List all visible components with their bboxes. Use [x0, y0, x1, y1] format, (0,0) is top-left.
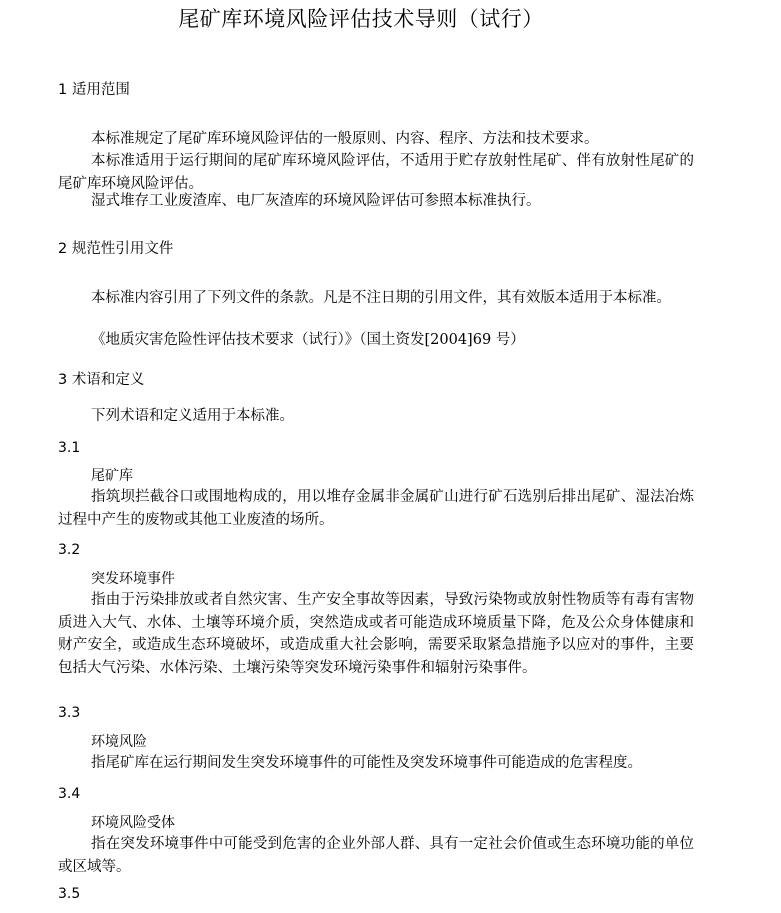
- document-title: 尾矿库环境风险评估技术导则（试行）: [178, 7, 544, 31]
- section-1-paragraph-1: 本标准规定了尾矿库环境风险评估的一般原则、内容、程序、方法和技术要求。: [91, 131, 599, 147]
- term-number: 3.1: [58, 440, 81, 456]
- section-1-heading: 1 适用范围: [58, 82, 130, 98]
- term-definition: 指由于污染排放或者自然灾害、生产安全事故等因素，导致污染物或放射性物质等有毒有害物质进入大气、水体、土壤等环境介质，突然造成或者可能造成环境质量下降，危及公众身体健康和财产安全，或造成生态环境破坏，或造成重大社会影响，需要采取紧急措施予以应对的事件，主要包括大气污染、水体污染、土壤污染等突发环境污染事件和辐射污染事件。: [58, 592, 694, 676]
- term-definition: 指在突发环境事件中可能受到危害的企业外部人群、具有一定社会价值或生态环境功能的单位或区域等。: [58, 836, 694, 875]
- term-definition: 指筑坝拦截谷口或围地构成的，用以堆存金属非金属矿山进行矿石选别后排出尾矿、湿法冶炼过程中产生的废物或其他工业废渣的场所。: [58, 489, 694, 528]
- term-number: 3.3: [58, 705, 81, 721]
- section-2-heading: 2 规范性引用文件: [58, 241, 174, 257]
- section-3-intro: 下列术语和定义适用于本标准。: [91, 408, 294, 424]
- term-name: 尾矿库: [91, 468, 133, 484]
- term-definition: 指尾矿库在运行期间发生突发环境事件的可能性及突发环境事件可能造成的危害程度。: [91, 755, 642, 771]
- section-3-heading: 3 术语和定义: [58, 372, 145, 388]
- term-name: 环境风险受体: [91, 815, 175, 831]
- section-1-paragraph-3: 湿式堆存工业废渣库、电厂灰渣库的环境风险评估可参照本标准执行。: [91, 193, 541, 209]
- term-name: 环境风险: [91, 734, 147, 750]
- term-number: 3.2: [58, 542, 81, 558]
- section-1-paragraph-2: 本标准适用于运行期间的尾矿库环境风险评估，不适用于贮存放射性尾矿、伴有放射性尾矿的尾矿库环境风险评估。: [58, 153, 694, 192]
- section-2-paragraph-2: 《地质灾害危险性评估技术要求（试行）》（国土资发[2004]69 号）: [91, 332, 525, 348]
- term-name: 突发环境事件: [91, 571, 175, 587]
- section-2-paragraph-1: 本标准内容引用了下列文件的条款。凡是不注日期的引用文件，其有效版本适用于本标准。: [91, 290, 671, 306]
- term-number: 3.5: [58, 886, 81, 902]
- term-number: 3.4: [58, 786, 81, 802]
